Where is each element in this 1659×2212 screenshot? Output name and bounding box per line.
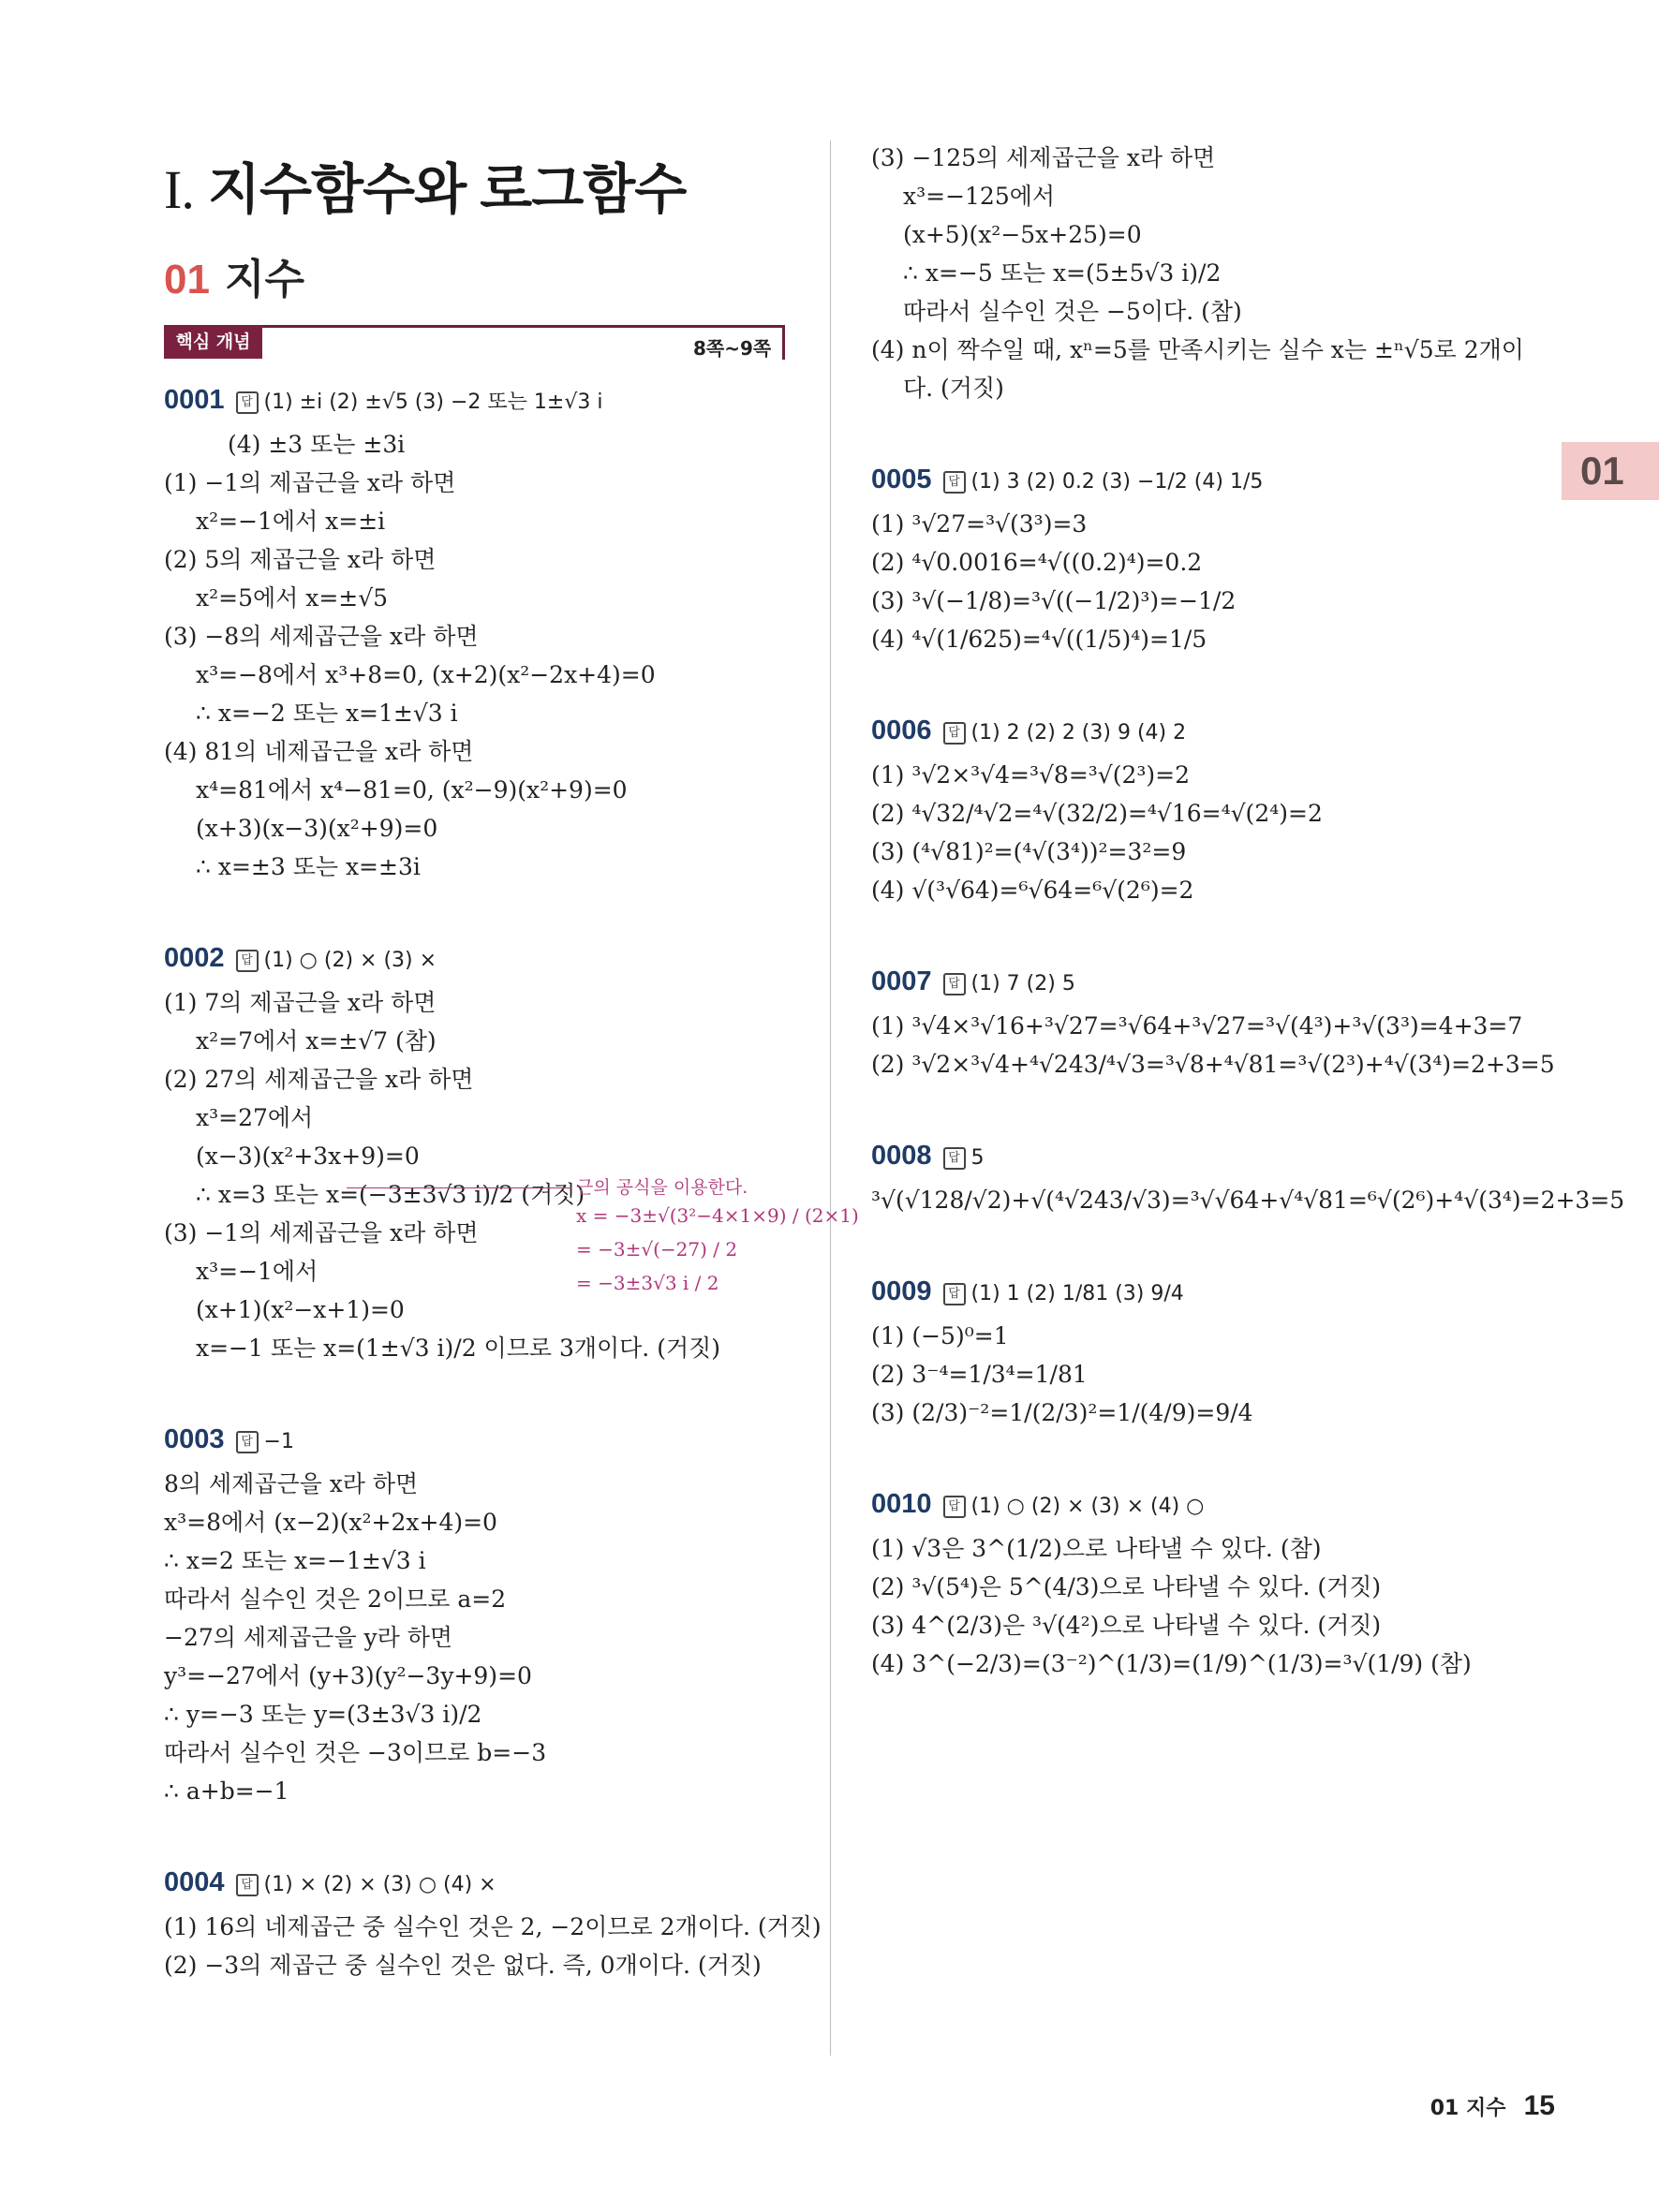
problem-number: 0003	[164, 1424, 225, 1454]
page-footer	[1368, 2090, 1555, 2122]
section-title-text: 지수	[224, 257, 304, 302]
solution-line: x⁴=81에서 x⁴−81=0, (x²−9)(x²+9)=0	[196, 776, 628, 804]
problem-answer-line	[164, 1866, 496, 1901]
solution-line: (2) ⁴√32/⁴√2=⁴√(32/2)=⁴√16=⁴√(2⁴)=2	[871, 800, 1323, 827]
problem-number: 0008	[871, 1141, 932, 1171]
solution-line: ∴ x=−5 또는 x=(5±5√3 i)/2	[903, 259, 1222, 287]
solution-line: (4) ±3 또는 ±3i	[228, 431, 406, 458]
solution-line: (x+3)(x−3)(x²+9)=0	[196, 815, 438, 842]
solution-line: y³=−27에서 (y+3)(y²−3y+9)=0	[164, 1662, 532, 1689]
footer-section-label: 01 지수	[1429, 2097, 1506, 2120]
solution-line: (1) (−5)⁰=1	[871, 1322, 1009, 1349]
problem-number: 0009	[871, 1276, 932, 1306]
solution-line: (2) 5의 제곱근을 x라 하면	[164, 546, 437, 573]
solution-line: (2) 3⁻⁴=1/3⁴=1/81	[871, 1361, 1088, 1388]
solution-line: (x−3)(x²+3x+9)=0	[196, 1143, 420, 1170]
column-divider	[830, 140, 831, 2056]
solution-line: x³=−8에서 x³+8=0, (x+2)(x²−2x+4)=0	[196, 661, 656, 688]
problem-number: 0005	[871, 465, 932, 494]
hint-callout-line: = −3±√(−27) / 2	[576, 1238, 738, 1261]
answer-mark-icon: 답	[236, 950, 259, 972]
problem-number: 0007	[871, 966, 932, 996]
problem-number: 0001	[164, 385, 225, 415]
solution-line: x²=−1에서 x=±i	[196, 508, 386, 535]
problem-number: 0002	[164, 943, 225, 973]
solution-line: (3) (2/3)⁻²=1/(2/3)²=1/(4/9)=9/4	[871, 1399, 1253, 1426]
solution-line: (1) 16의 네제곱근 중 실수인 것은 2, −2이므로 2개이다. (거짓)	[164, 1913, 822, 1940]
solution-line: x³=−1에서	[196, 1258, 318, 1285]
solution-line: 다. (거짓)	[903, 375, 1004, 402]
problem-number: 0006	[871, 715, 932, 745]
answer-mark-icon: 답	[943, 722, 966, 745]
solution-line: (1) −1의 제곱근을 x라 하면	[164, 469, 456, 496]
solution-line: (3) −1의 세제곱근을 x라 하면	[164, 1219, 479, 1246]
answer-text: (1) 2 (2) 2 (3) 9 (4) 2	[970, 721, 1187, 745]
solution-line: (3) 4^(2/3)은 ³√(4²)으로 나타낼 수 있다. (거짓)	[871, 1612, 1382, 1639]
solution-line: (3) (⁴√81)²=(⁴√(3⁴))²=3²=9	[871, 838, 1187, 865]
solution-line: (2) −3의 제곱근 중 실수인 것은 없다. 즉, 0개이다. (거짓)	[164, 1952, 762, 1979]
solution-line: 8의 세제곱근을 x라 하면	[164, 1470, 419, 1497]
solution-line: ³√(√128/√2)+√(⁴√243/√3)=³√√64+√⁴√81=⁶√(2⁶)+⁴√(3⁴)=2+3=5	[871, 1187, 1625, 1214]
answer-mark-icon: 답	[943, 471, 966, 494]
solution-line: x³=−125에서	[903, 183, 1056, 210]
problem-answer-line	[871, 966, 1075, 1000]
solution-line: (1) 7의 제곱근을 x라 하면	[164, 989, 437, 1016]
answer-mark-icon: 답	[943, 1147, 966, 1170]
answer-text: (1) × (2) × (3) ○ (4) ×	[263, 1873, 496, 1896]
hint-callout-pointer	[347, 1187, 571, 1188]
solution-line: (2) ⁴√0.0016=⁴√((0.2)⁴)=0.2	[871, 549, 1203, 576]
solution-line: x=−1 또는 x=(1±√3 i)/2 이므로 3개이다. (거짓)	[196, 1335, 721, 1362]
solution-line: (4) n이 짝수일 때, xⁿ=5를 만족시키는 실수 x는 ±ⁿ√5로 2개이	[871, 336, 1524, 363]
solution-line: ∴ x=3 또는 x=(−3±3√3 i)/2 (거짓)	[196, 1181, 585, 1208]
answer-text: (1) ○ (2) × (3) ×	[263, 949, 437, 972]
answer-text: 5	[970, 1146, 985, 1170]
page-number: 15	[1523, 2090, 1555, 2121]
chapter-roman: I.	[164, 159, 194, 220]
answer-mark-icon: 답	[943, 1283, 966, 1305]
solution-line: ∴ x=−2 또는 x=1±√3 i	[196, 700, 458, 727]
problem-answer-line	[871, 1140, 985, 1174]
hint-callout-line: = −3±3√3 i / 2	[576, 1272, 719, 1294]
section-title	[164, 245, 304, 305]
chapter-title	[164, 145, 686, 224]
solution-line: 따라서 실수인 것은 2이므로 a=2	[164, 1585, 507, 1613]
concept-pages: 8쪽~9쪽	[693, 337, 772, 360]
hint-callout-line: x = −3±√(3²−4×1×9) / (2×1)	[576, 1204, 859, 1227]
solution-line: (2) 27의 세제곱근을 x라 하면	[164, 1066, 474, 1093]
solution-line: (1) ³√4×³√16+³√27=³√64+³√27=³√(4³)+³√(3³)=4+3=7	[871, 1012, 1523, 1040]
solution-line: x³=8에서 (x−2)(x²+2x+4)=0	[164, 1509, 497, 1536]
answer-mark-icon: 답	[236, 1431, 259, 1453]
solution-line: (4) √(³√64)=⁶√64=⁶√(2⁶)=2	[871, 877, 1194, 904]
solution-line: (4) ⁴√(1/625)=⁴√((1/5)⁴)=1/5	[871, 626, 1207, 653]
solution-line: 따라서 실수인 것은 −3이므로 b=−3	[164, 1739, 547, 1766]
answer-text: (1) 3 (2) 0.2 (3) −1/2 (4) 1/5	[970, 470, 1264, 494]
problem-number: 0010	[871, 1489, 932, 1519]
solution-line: −27의 세제곱근을 y라 하면	[164, 1624, 453, 1651]
solution-line: (4) 81의 네제곱근을 x라 하면	[164, 738, 474, 765]
problem-answer-line	[164, 1423, 294, 1458]
solution-line: x³=27에서	[196, 1104, 314, 1131]
problem-answer-line	[871, 464, 1263, 498]
solution-line: (3) −125의 세제곱근을 x라 하면	[871, 144, 1216, 171]
answer-text: (1) ○ (2) × (3) × (4) ○	[970, 1495, 1205, 1518]
solution-line: ∴ x=2 또는 x=−1±√3 i	[164, 1547, 426, 1574]
solution-line: 따라서 실수인 것은 −5이다. (참)	[903, 298, 1242, 325]
solution-line: x²=7에서 x=±√7 (참)	[196, 1027, 437, 1054]
answer-mark-icon: 답	[943, 973, 966, 995]
solution-line: (x+5)(x²−5x+25)=0	[903, 221, 1142, 248]
solution-line: (2) ³√(5⁴)은 5^(4/3)으로 나타낼 수 있다. (거짓)	[871, 1573, 1382, 1600]
problem-answer-line	[871, 715, 1186, 749]
answer-text: (1) 1 (2) 1/81 (3) 9/4	[970, 1282, 1184, 1305]
chapter-tab: 01	[1562, 442, 1659, 500]
solution-line: ∴ y=−3 또는 y=(3±3√3 i)/2	[164, 1701, 482, 1728]
answer-mark-icon: 답	[943, 1496, 966, 1518]
problem-number: 0004	[164, 1867, 225, 1897]
solution-line: (1) √3은 3^(1/2)으로 나타낼 수 있다. (참)	[871, 1535, 1322, 1562]
problem-answer-line	[871, 1276, 1184, 1310]
solution-line: ∴ a+b=−1	[164, 1777, 289, 1805]
hint-callout-title: 근의 공식을 이용한다.	[576, 1177, 748, 1198]
answer-mark-icon: 답	[236, 1874, 259, 1896]
chapter-title-text: 지수함수와 로그함수	[207, 159, 687, 220]
solution-line: (4) 3^(−2/3)=(3⁻²)^(1/3)=(1/9)^(1/3)=³√(1/9) (참)	[871, 1650, 1472, 1677]
solution-line: ∴ x=±3 또는 x=±3i	[196, 853, 421, 880]
concept-label: 핵심 개념	[164, 325, 262, 359]
hint-callout	[576, 1173, 859, 1294]
answer-mark-icon: 답	[236, 391, 259, 414]
answer-text: −1	[263, 1430, 294, 1453]
problem-answer-line	[164, 942, 437, 977]
problem-answer-line	[871, 1488, 1204, 1523]
problem-answer-line	[164, 384, 602, 419]
solution-line: (1) ³√27=³√(3³)=3	[871, 510, 1088, 538]
answer-text: (1) 7 (2) 5	[970, 972, 1075, 995]
solution-line: (2) ³√2×³√4+⁴√243/⁴√3=³√8+⁴√81=³√(2³)+⁴√(3⁴)=2+3=5	[871, 1051, 1555, 1078]
solution-line: (x+1)(x²−x+1)=0	[196, 1296, 405, 1323]
solution-line: (1) ³√2×³√4=³√8=³√(2³)=2	[871, 761, 1191, 789]
solution-line: (3) −8의 세제곱근을 x라 하면	[164, 623, 479, 650]
section-number: 01	[164, 257, 210, 302]
solution-line: x²=5에서 x=±√5	[196, 584, 389, 612]
answer-text: (1) ±i (2) ±√5 (3) −2 또는 1±√3 i	[263, 391, 603, 414]
solution-line: (3) ³√(−1/8)=³√((−1/2)³)=−1/2	[871, 587, 1237, 614]
